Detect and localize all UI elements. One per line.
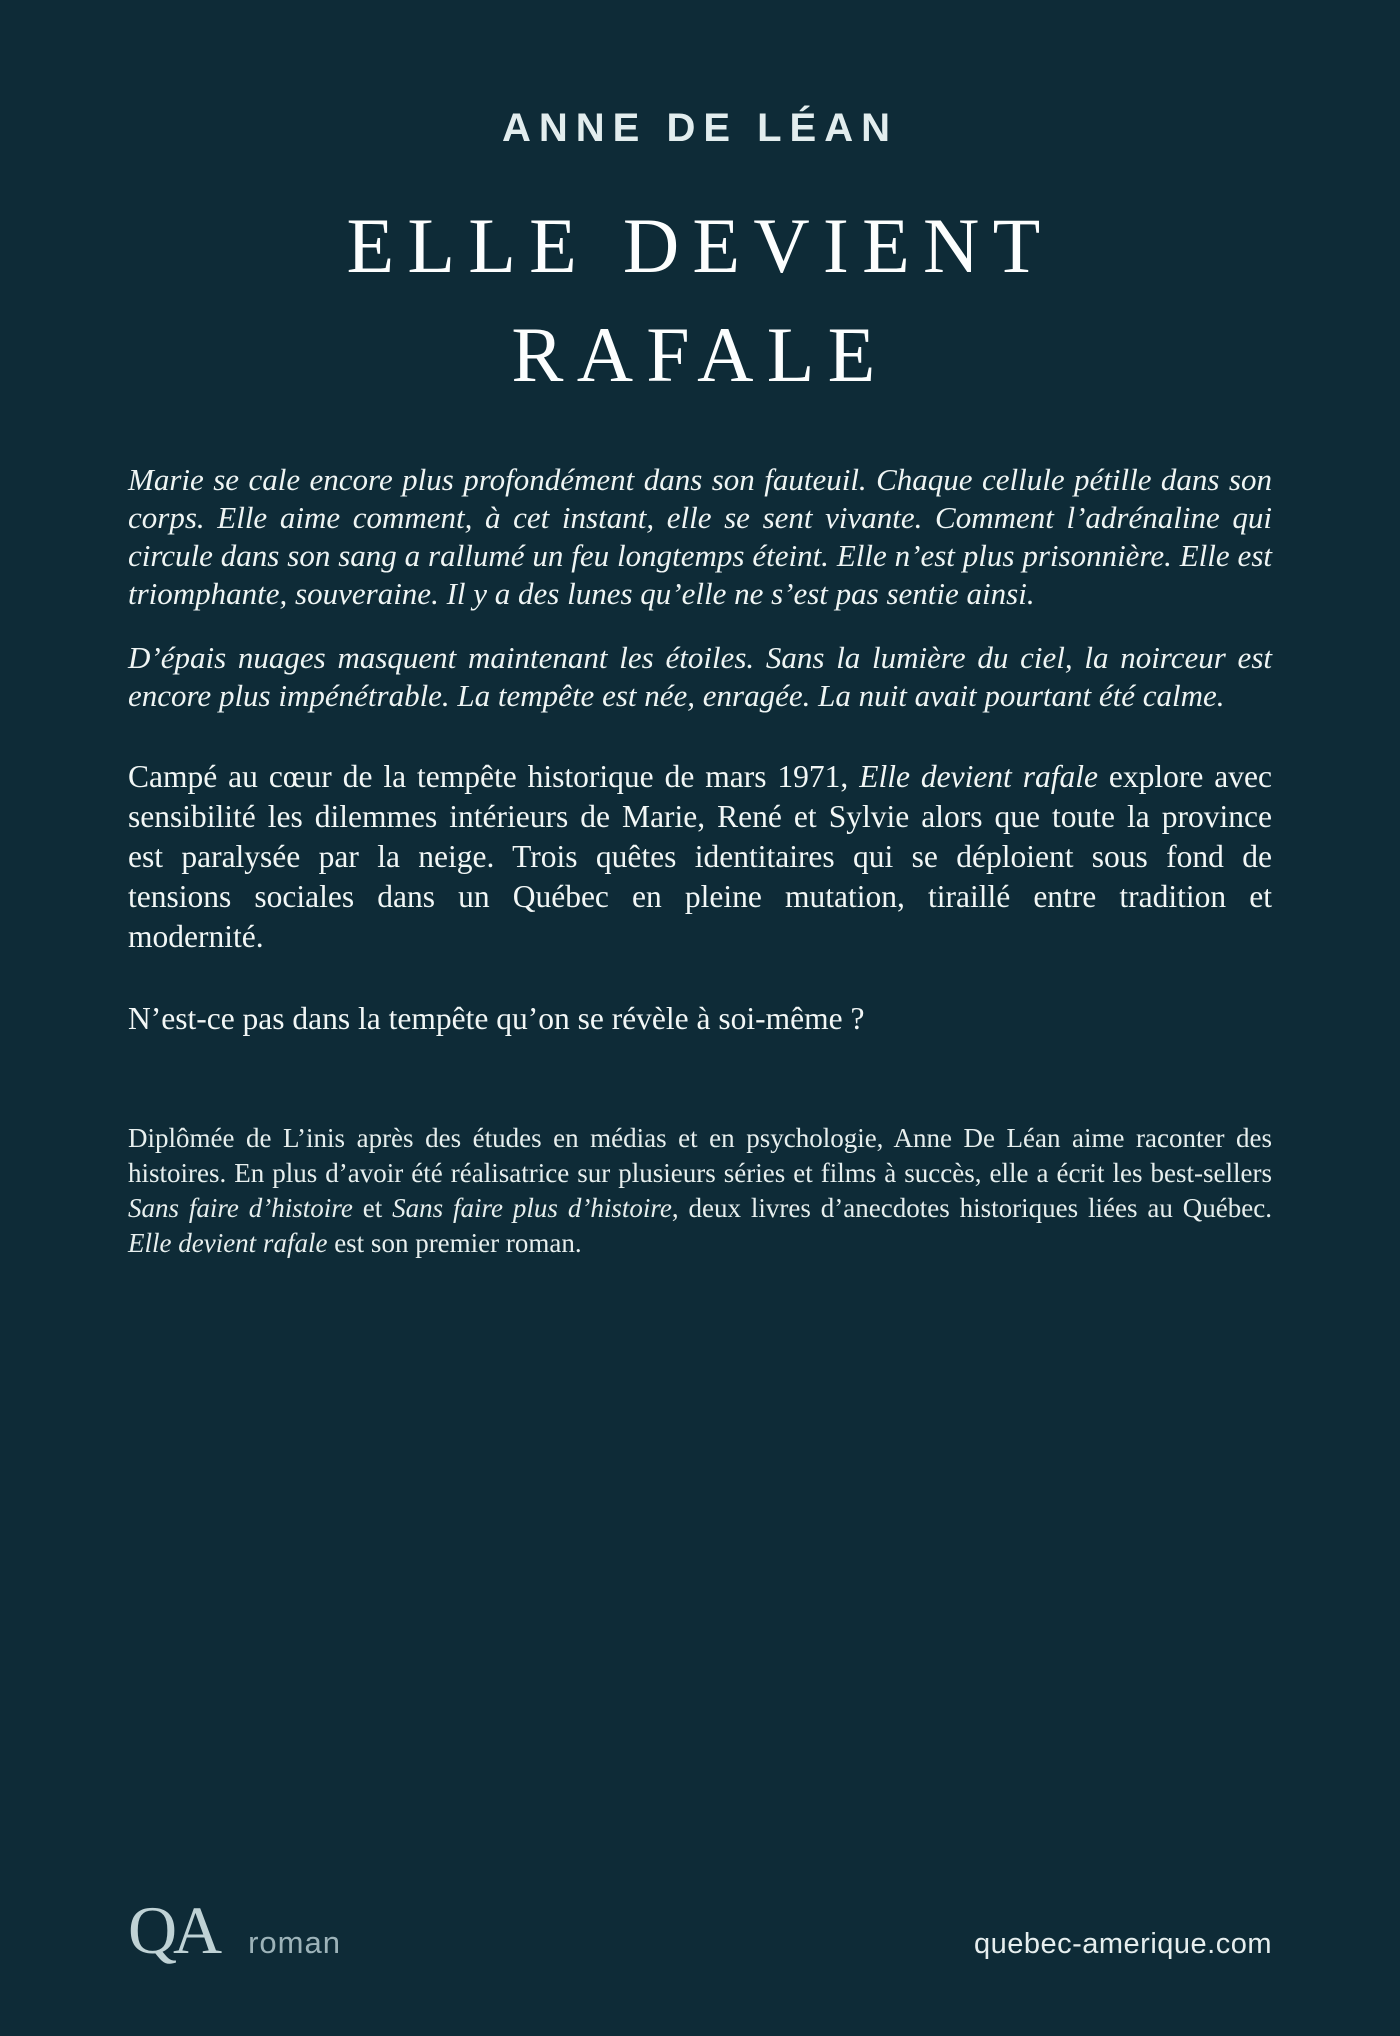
imprint-label: roman: [248, 1925, 341, 1960]
book-title: [128, 191, 1272, 409]
synopsis-paragraph: Campé au cœur de la tempête historique de mars 1971, Elle devient rafale explore avec sensibilité les dilemmes intérieurs de Marie, René et Sylvie alors que toute la province est paralysée par la neige. Trois quêtes identitaires qui se déploient sous fond de tensions sociales dans un Québec en pleine mutation, tiraillé entre tradition et modernité.: [128, 759, 1272, 955]
title-line-1: ELLE DEVIENT: [346, 202, 1054, 289]
author-name: ANNE DE LÉAN: [501, 106, 899, 150]
tagline-question: N’est-ce pas dans la tempête qu’on se révèle à soi-même ?: [128, 1001, 865, 1037]
footer: [128, 1892, 1272, 1968]
publisher-website: quebec-amerique.com: [973, 1928, 1272, 1960]
author-bio: Diplômée de L’inis après des études en médias et en psychologie, Anne De Léan aime raconter des histoires. En plus d’avoir été réalisatrice sur plusieurs séries et films à succès, elle a écrit les best-sellers Sans faire d’histoire et Sans faire plus d’histoire, deux livres d’anecdotes historiques liées au Québec. Elle devient rafale est son premier roman.: [128, 1123, 1272, 1259]
cover-text-block: [128, 461, 1272, 1261]
publisher-logo: QA: [128, 1892, 219, 1968]
excerpt-paragraph-2: D’épais nuages masquent maintenant les étoiles. Sans la lumière du ciel, la noirceur est encore plus impénétrable. La tempête est née, enragée. La nuit avait pourtant été calme.: [128, 640, 1272, 714]
title-line-2: RAFALE: [511, 311, 889, 399]
publisher-block: [128, 1892, 341, 1968]
excerpt-paragraph-1: Marie se cale encore plus profondément dans son fauteuil. Chaque cellule pétille dans son corps. Elle aime comment, à cet instant, elle se sent vivante. Comment l’adrénaline qui circule dans son sang a rallumé un feu longtemps éteint. Elle n’est plus prisonnière. Elle est triomphante, souveraine. Il y a des lunes qu’elle ne s’est pas sentie ainsi.: [128, 462, 1272, 612]
